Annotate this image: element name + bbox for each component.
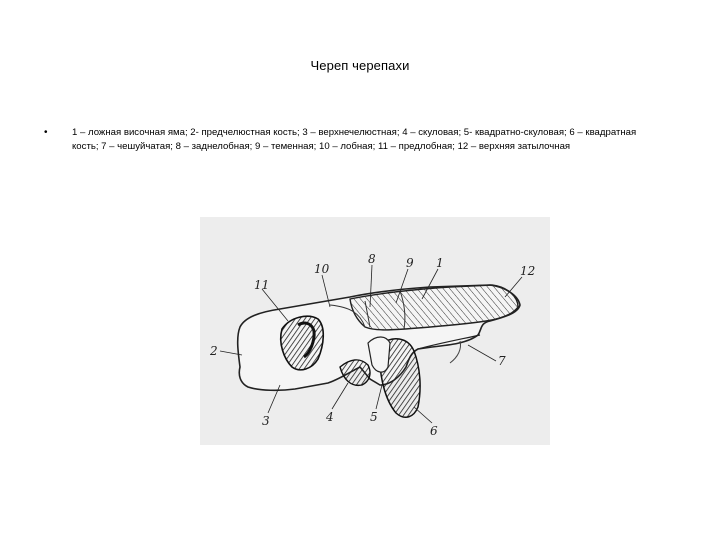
label-7: 7 xyxy=(498,354,506,368)
slide-title: Череп черепахи xyxy=(310,58,410,73)
label-1: 1 xyxy=(436,256,444,270)
label-3: 3 xyxy=(262,414,270,428)
label-12: 12 xyxy=(520,264,536,278)
label-8: 8 xyxy=(368,252,376,266)
bullet-text: 1 – ложная височная яма; 2- предчелюстная кость; 3 – верхнечелюстная; 4 – скуловая; 5- квадратно-скуловая; 6 – квадратная кость; 7 – чешуйчатая; 8 – заднелобная; 9 – теменная; 10 – лобная; 11 – предлобная; 12 – верхняя затылочная xyxy=(72,127,637,152)
label-9: 9 xyxy=(406,256,414,270)
label-4: 4 xyxy=(326,410,334,424)
label-6: 6 xyxy=(430,424,438,438)
jugal-bone xyxy=(340,360,370,385)
label-5: 5 xyxy=(370,410,378,424)
label-11: 11 xyxy=(254,278,270,292)
label-10: 10 xyxy=(314,262,330,276)
label-2: 2 xyxy=(210,344,218,358)
bullet-marker: • xyxy=(44,127,48,138)
roof-bone xyxy=(350,285,518,330)
turtle-skull-illustration xyxy=(200,217,550,445)
